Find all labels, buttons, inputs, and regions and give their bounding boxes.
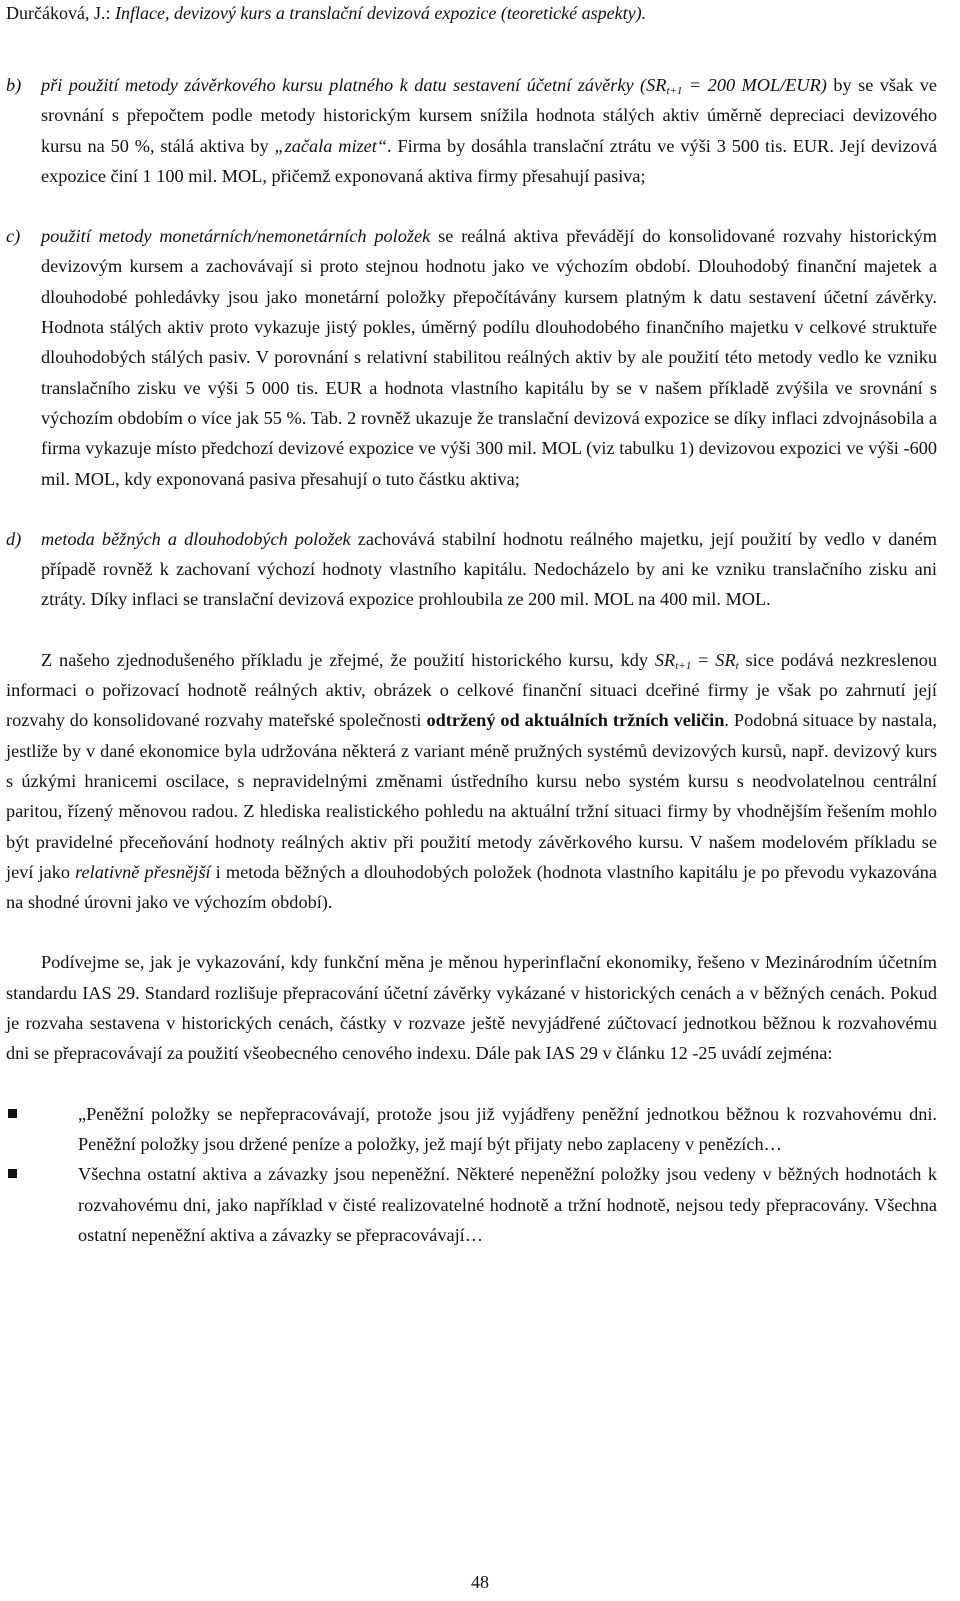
bullet-item: [6, 1099, 937, 1160]
para1-sr2-sub: t: [735, 659, 739, 672]
item-b-text-2: . Firma by dosáhla translační ztrátu ve výši 3 500 tis. EUR. Její devizová expozice činí 1 100 mil. MOL, přičemž exponovaná aktiva firmy přesahují pasiva;: [41, 135, 938, 186]
subscript-t1: t+1: [666, 85, 683, 97]
para1-sr2: SR: [715, 649, 736, 670]
paragraph-2: Podívejme se, jak je vykazování, kdy funkční měna je měnou hyperinflační ekonomiky, řešeno v Mezinárodním účetním standardu IAS 29. Standard rozlišuje přepracování účetní závěrky vykázané v historických cenách a v běžných cenách. Pokud je rozvaha sestavena v historických cenách, částky v rozvaze ještě nevyjádřené zúčtovací jednotkou běžnou k rozvahovému dni se přepracovávají za použití všeobecného cenového indexu. Dále pak IAS 29 v článku 12 -25 uvádí zejména:: [6, 952, 937, 1064]
item-b-text: by se však ve srovnání s přepočtem podle metody historickým kursem snížila hodnota stálých aktiv úměrně depreciaci devizového kursu na 50 %, stálá aktiva by: [41, 75, 937, 156]
square-bullet-icon: [8, 1109, 17, 1118]
page-number: 48: [471, 1572, 489, 1592]
item-c-intro: použití metody monetárních/nemonetárních položek: [41, 226, 431, 247]
para1-bold: odtržený od aktuálních tržních veličin: [426, 710, 725, 731]
paragraph-1: [6, 645, 937, 918]
bullet-item: [6, 1159, 937, 1250]
para1-text-1: Z našeho zjednodušeného příkladu je zřejmé, že použití historického kursu, kdy: [41, 649, 655, 670]
para1-italic: relativně přesnější: [75, 861, 211, 882]
header-author: Durčáková, J.:: [6, 3, 115, 23]
bullet-list: [6, 1099, 937, 1250]
item-b-intro: při použití metody závěrkového kursu platného k datu sestavení účetní závěrky (SR: [41, 75, 667, 95]
running-header: [6, 1, 646, 25]
list-item-c: [6, 221, 937, 494]
item-d-intro: metoda běžných a dlouhodobých položek: [41, 528, 351, 549]
para1-sr1: SR: [654, 649, 676, 670]
para1-text-2: sice podává nezkreslenou informaci o pořizovací hodnotě reálných aktiv, obrázek o celkové finanční situaci dceřiné firmy je však po zahrnutí její rozvahy do konsolidované rozvahy mateřské společnosti: [6, 649, 937, 731]
item-label-c: c): [6, 226, 21, 247]
item-c-text: se reálná aktiva převádějí do konsolidované rozvahy historickým devizovým kursem a zachovávají si proto stejnou hodnotu jako ve výchozím období. Dlouhodobý finanční majetek a dlouhodobé pohledávky jsou jako monetární položky přepočítávány kursem platným k datu sestavení účetní závěrky. Hodnota stálých aktiv proto vykazuje jistý pokles, úměrný podílu dlouhodobého finančního majetku v celkové struktuře dlouhodobých stálých pasiv. V porovnání s relativní stabilitou reálných aktiv by ale použití této metody vedlo ke vzniku translačního zisku ve výši 5 000 tis. EUR a hodnota vlastního kapitálu by se v našem příkladě zvýšila ve srovnání s výchozím obdobím o více jak 55 %. Tab. 2 rovněž ukazuje že translační devizová expozice se díky inflaci zdvojnásobila a firma vykazuje místo předchozí devizové expozice ve výši 300 mil. MOL (viz tabulku 1) devizovou expozici ve výši -600 mil. MOL, kdy exponovaná pasiva přesahují o tuto částku aktiva;: [41, 226, 937, 489]
bullet-text: Všechna ostatní aktiva a závazky jsou nepeněžní. Některé nepeněžní položky jsou vedeny v běžných hodnotách k rozvahovému dni, jako například v čisté realizovatelné hodnotě a tržní hodnotě, nejsou tedy přepracovány. Všechna ostatní nepeněžní aktiva a závazky se přepracovávají…: [78, 1164, 937, 1245]
square-bullet-icon: [8, 1169, 17, 1178]
header-title: Inflace, devizový kurs a translační devizová expozice (teoretické aspekty).: [114, 3, 647, 23]
para1-text-4: i metoda běžných a dlouhodobých položek (hodnota vlastního kapitálu je po převodu vykazována na shodné úrovni jako ve výchozím období).: [6, 861, 937, 913]
para1-sr1-sub: t+1: [675, 659, 692, 672]
list-item-d: [6, 524, 937, 615]
item-b-intro-2: = 200 MOL/EUR): [682, 75, 827, 95]
para1-text-3: . Podobná situace by nastala, jestliže by v dané ekonomice byla udržována některá z variant méně pružných systémů devizových kursů, např. devizový kurs s úzkými hranicemi oscilace, s nepravidelnými změnami ústředního kursu nebo systém kursu s neodvolatelnou centrální paritou, řízený měnovou radou. Z hlediska realistického pohledu na aktuální tržní situaci firmy by vhodnějším řešením mohlo být pravidelné přeceňování hodnoty reálných aktiv při použití metody závěrkového kursu. V našem modelovém příkladu se jeví jako: [6, 710, 938, 882]
item-label-d: d): [6, 528, 22, 549]
list-item-b: [6, 70, 937, 191]
para1-eq: =: [691, 649, 716, 670]
item-d-text: zachovává stabilní hodnotu reálného majetku, její použití by vedlo v daném případě rovněž k zachovaní výchozí hodnoty vlastního kapitálu. Nedocházelo by ani ke vzniku translačního zisku ani ztráty. Díky inflaci se translační devizová expozice prohloubila ze 200 mil. MOL na 400 mil. MOL.: [41, 528, 937, 610]
body-text: [6, 70, 937, 1250]
bullet-text: „Peněžní položky se nepřepracovávají, protože jsou již vyjádřeny peněžní jednotkou běžnou k rozvahovému dni. Peněžní položky jsou držené peníze a položky, jež mají být přijaty nebo zaplaceny v penězích…: [78, 1103, 937, 1154]
item-b-quote: „začala mizet“: [274, 135, 388, 156]
item-label-b: b): [6, 75, 22, 95]
